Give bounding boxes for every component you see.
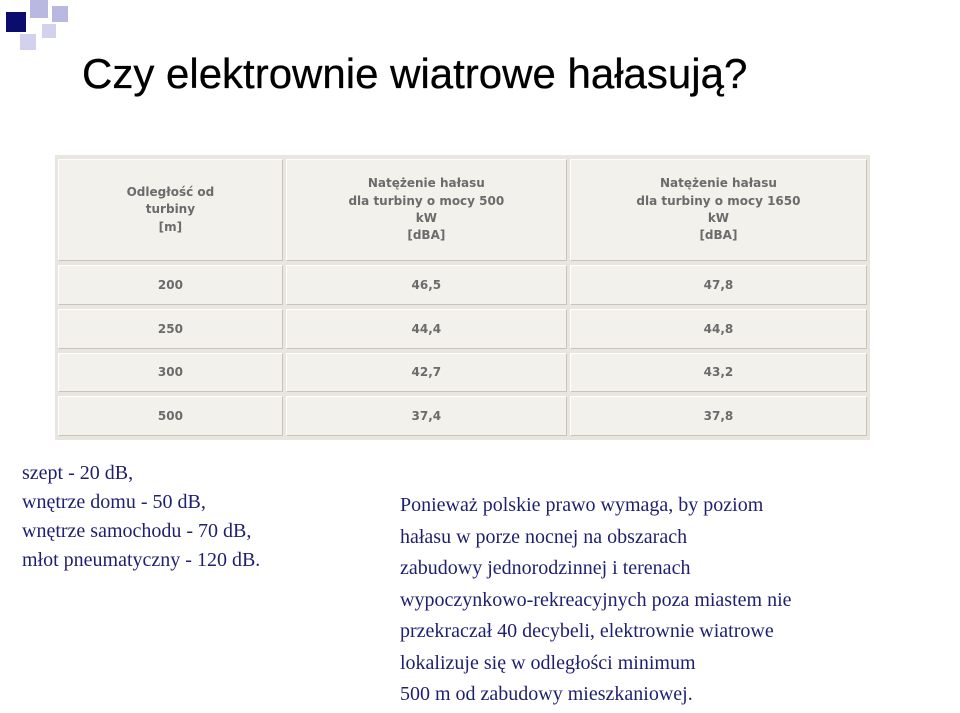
lavender-square — [20, 34, 36, 50]
cell-distance: 500 — [58, 396, 283, 436]
paragraph-line: zabudowy jednorodzinnej i terenach — [400, 557, 691, 579]
slide-title: Czy elektrownie wiatrowe hałasują? — [82, 50, 748, 97]
cell-distance: 200 — [58, 265, 283, 305]
list-item: młot pneumatyczny - 120 dB. — [22, 549, 261, 571]
table-row — [58, 396, 867, 436]
navy-square — [6, 12, 26, 32]
lavender-square — [52, 6, 68, 22]
cell-noise-500kw: 37,4 — [286, 396, 567, 436]
noise-table — [55, 155, 870, 440]
cell-noise-1650kw: 44,8 — [570, 309, 867, 349]
cell-noise-500kw: 46,5 — [286, 265, 567, 305]
paragraph-line: 500 m od zabudowy mieszkaniowej. — [400, 683, 693, 705]
cell-distance: 250 — [58, 309, 283, 349]
lavender-square — [30, 0, 48, 18]
cell-distance: 300 — [58, 353, 283, 393]
noise-table-image — [55, 155, 870, 440]
noise-levels-list — [22, 459, 260, 575]
table-row — [58, 309, 867, 349]
decorative-squares — [0, 0, 80, 60]
regulation-paragraph — [400, 490, 940, 711]
table-header-row — [58, 159, 867, 261]
table-row — [58, 353, 867, 393]
lavender-square — [42, 24, 56, 38]
table-row — [58, 265, 867, 305]
paragraph-line: Ponieważ polskie prawo wymaga, by poziom — [400, 494, 764, 516]
paragraph-line: hałasu w porze nocnej na obszarach — [400, 525, 688, 548]
cell-noise-1650kw: 47,8 — [570, 265, 867, 305]
list-item: szept - 20 dB, — [22, 462, 134, 484]
header-noise-500kw: Natężenie hałasu dla turbiny o mocy 500 kW [dBA] — [286, 159, 567, 261]
list-item: wnętrze samochodu - 70 dB, — [22, 520, 252, 542]
header-noise-1650kw: Natężenie hałasu dla turbiny o mocy 1650 kW [dBA] — [570, 159, 867, 261]
cell-noise-500kw: 44,4 — [286, 309, 567, 349]
cell-noise-500kw: 42,7 — [286, 353, 567, 393]
list-item: wnętrze domu - 50 dB, — [22, 491, 206, 513]
paragraph-line: przekraczał 40 decybeli, elektrownie wiatrowe — [400, 620, 774, 642]
paragraph-line: wypoczynkowo-rekreacyjnych poza miastem nie — [400, 588, 792, 611]
cell-noise-1650kw: 37,8 — [570, 396, 867, 436]
cell-noise-1650kw: 43,2 — [570, 353, 867, 393]
paragraph-line: lokalizuje się w odległości minimum — [400, 651, 696, 674]
header-distance: Odległość od turbiny [m] — [58, 159, 283, 261]
